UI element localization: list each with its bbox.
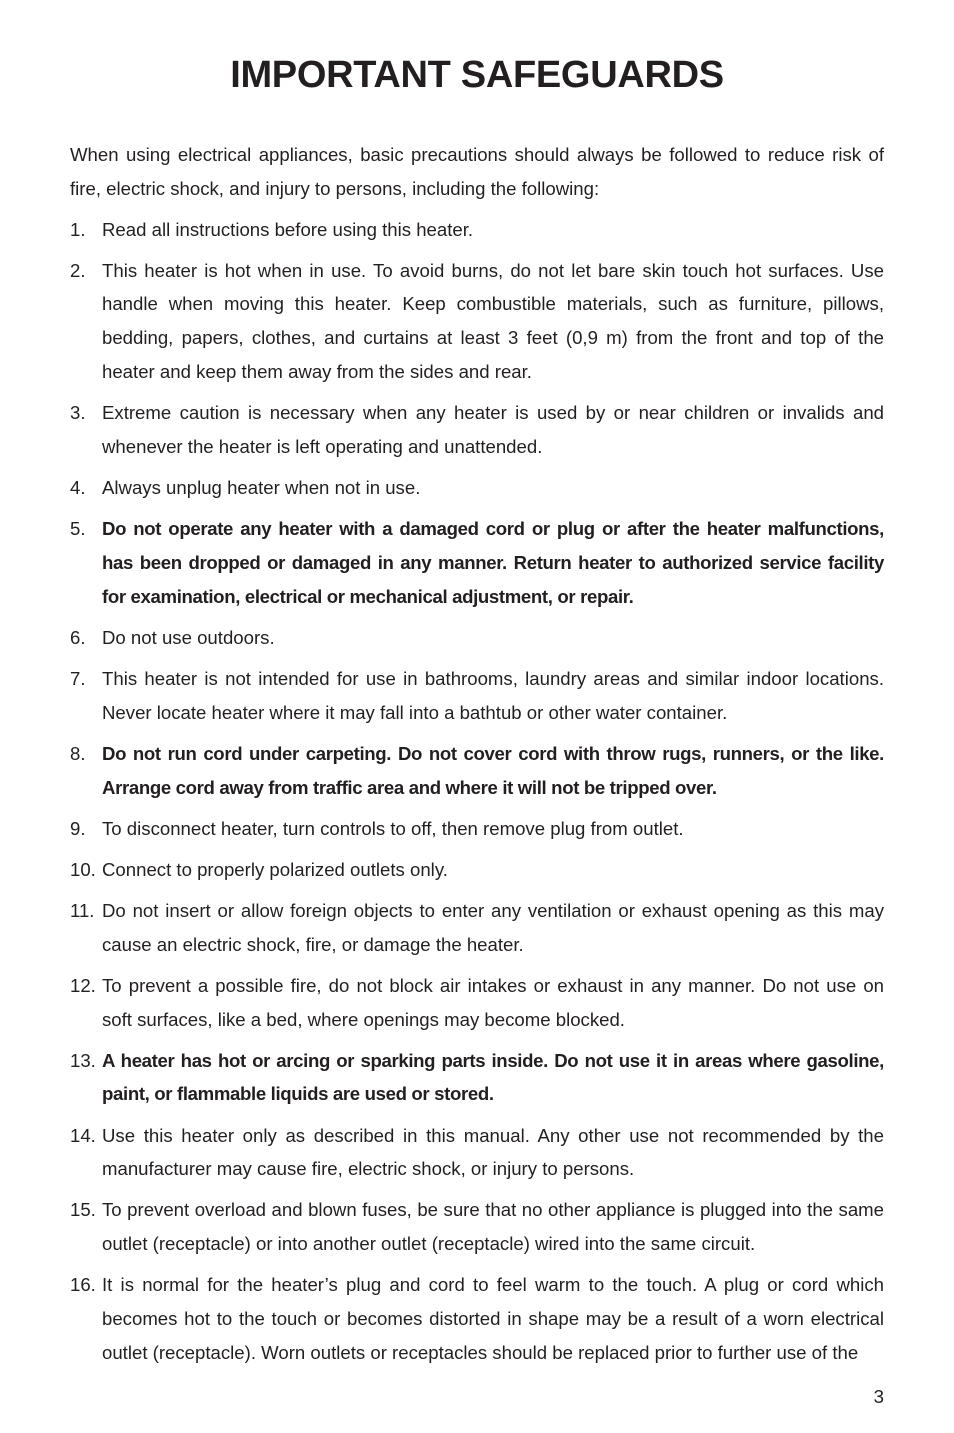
item-number: 6. — [70, 626, 86, 648]
item-number: 8. — [70, 742, 86, 764]
list-item — [70, 254, 884, 389]
item-text: This heater is not intended for use in bathrooms, laundry areas and similar indoor locations. Never locate heater where it may fall into a bathtub or other water container. — [102, 667, 884, 723]
item-number: 4. — [70, 477, 86, 499]
list-item — [70, 621, 884, 655]
intro-paragraph: When using electrical appliances, basic precautions should always be followed to reduce risk of fire, electric shock, and injury to persons, including the following: — [70, 144, 884, 199]
item-text: Do not run cord under carpeting. Do not cover cord with throw rugs, runners, or the like. Arrange cord away from traffic area and where it will not be tripped over. — [102, 742, 884, 798]
list-item — [70, 512, 884, 613]
item-number: 14. — [70, 1124, 96, 1146]
list-item — [70, 812, 884, 846]
list-item — [70, 1044, 884, 1112]
item-text: To prevent overload and blown fuses, be sure that no other appliance is plugged into the same outlet (receptacle) or into another outlet (receptacle) wired into the same circuit. — [102, 1199, 884, 1255]
list-item — [70, 894, 884, 962]
page-title: IMPORTANT SAFEGUARDS — [230, 54, 724, 96]
item-text: This heater is hot when in use. To avoid burns, do not let bare skin touch hot surfaces. Use handle when moving this heater. Keep combustible materials, such as furniture, pillows, bedding, papers, clothes, and curtains at least 3 feet (0,9 m) from the front and top of the heater and keep them away from the sides and rear. — [102, 259, 884, 383]
item-text: To prevent a possible fire, do not block air intakes or exhaust in any manner. Do not use on soft surfaces, like a bed, where openings may become blocked. — [102, 974, 884, 1030]
item-text: Do not insert or allow foreign objects to enter any ventilation or exhaust opening as this may cause an electric shock, fire, or damage the heater. — [102, 899, 884, 955]
list-item — [70, 1268, 884, 1369]
list-item — [70, 969, 884, 1037]
item-text: Do not use outdoors. — [102, 626, 275, 648]
item-number: 12. — [70, 974, 96, 996]
item-text: Read all instructions before using this heater. — [102, 218, 474, 240]
item-text: Use this heater only as described in this manual. Any other use not recommended by the manufacturer may cause fire, electric shock, or injury to persons. — [102, 1124, 884, 1180]
list-item — [70, 1119, 884, 1187]
item-number: 16. — [70, 1274, 96, 1296]
item-number: 10. — [70, 858, 96, 880]
item-text: Do not operate any heater with a damaged cord or plug or after the heater malfunctions, has been dropped or damaged in any manner. Return heater to authorized service facility for examination, electrical or mechanical adjustment, or repair. — [102, 518, 884, 607]
item-number: 13. — [70, 1049, 96, 1071]
item-number: 5. — [70, 518, 86, 540]
item-number: 9. — [70, 817, 86, 839]
list-item — [70, 662, 884, 730]
item-text: Connect to properly polarized outlets only. — [102, 858, 448, 880]
item-text: To disconnect heater, turn controls to off, then remove plug from outlet. — [102, 817, 684, 839]
item-text: It is normal for the heater’s plug and cord to feel warm to the touch. A plug or cord which becomes hot to the touch or becomes distorted in shape may be a result of a worn electrical outlet (receptacle). Worn outlets or receptacles should be replaced prior to further use of the — [102, 1274, 884, 1363]
item-text: Always unplug heater when not in use. — [102, 477, 421, 499]
item-text: A heater has hot or arcing or sparking parts inside. Do not use it in areas where gasoline, paint, or flammable liquids are used or stored. — [102, 1049, 884, 1105]
list-item — [70, 737, 884, 805]
list-item — [70, 853, 884, 887]
item-number: 15. — [70, 1199, 96, 1221]
list-item — [70, 396, 884, 464]
item-number: 1. — [70, 218, 86, 240]
safeguard-list — [70, 213, 884, 1370]
item-number: 11. — [70, 899, 95, 921]
item-number: 3. — [70, 402, 86, 424]
page-number: 3 — [873, 1386, 884, 1407]
list-item — [70, 471, 884, 505]
item-text: Extreme caution is necessary when any heater is used by or near children or invalids and whenever the heater is left operating and unattended. — [102, 402, 884, 457]
item-number: 2. — [70, 259, 86, 281]
document-body — [70, 138, 884, 1377]
list-item — [70, 213, 884, 247]
item-number: 7. — [70, 667, 86, 689]
list-item — [70, 1193, 884, 1261]
